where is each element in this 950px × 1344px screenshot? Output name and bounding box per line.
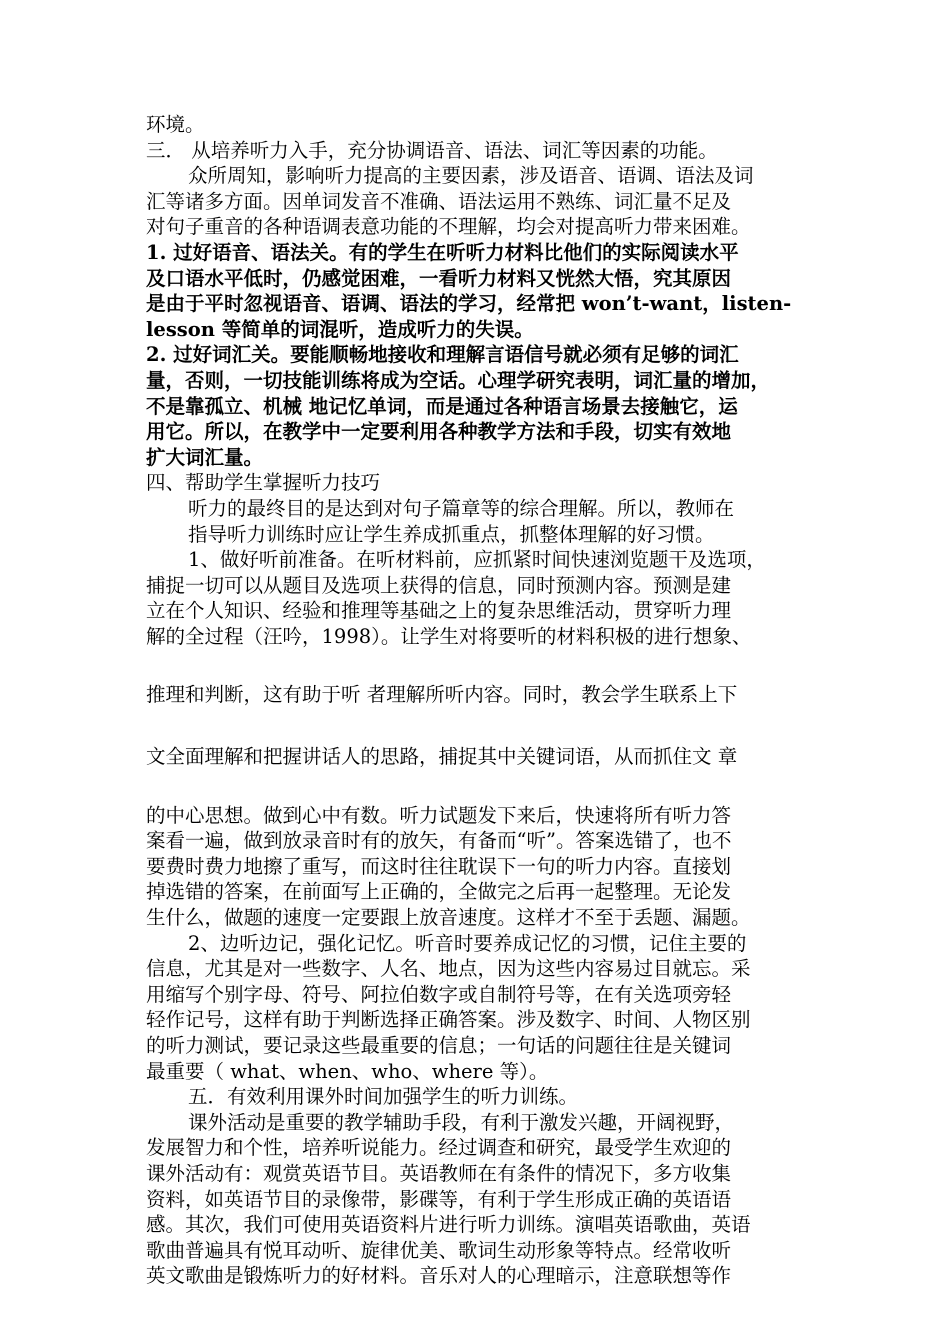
paragraph-line: 信息，尤其是对一些数字、人名、地点，因为这些内容易过目就忘。采 [146,957,751,981]
paragraph-line: 课外活动是重要的教学辅助手段，有利于激发兴趣，开阔视野， [188,1110,735,1134]
paragraph-line: 资料，如英语节目的录像带，影碟等，有利于学生形成正确的英语语 [146,1187,732,1211]
paragraph-line: 的听力测试，要记录这些最重要的信息；一句话的问题往往是关键词 [146,1034,732,1057]
line-spacer [146,708,810,744]
paragraph-line: 指导听力训练时应让学生养成抓重点，抓整体理解的好习惯。 [188,522,715,546]
section-heading-4: 四、帮助学生掌握听力技巧 [146,471,381,495]
paragraph-line: 推理和判断，这有助于听 者理解所听内容。同时，教会学生联系上下 [146,683,738,707]
paragraph-line: 的中心思想。做到心中有数。听力试题发下来后，快速将所有听力答 [146,803,732,827]
paragraph-line: 歌曲普遍具有悦耳动听、旋律优美、歌词生动形象等特点。经常收听 [146,1238,732,1262]
paragraph-line: 1. 过好语音、语法关。有的学生在听听力材料比他们的实际阅读水平 [146,240,739,264]
paragraph-line: 轻作记号，这样有助于判断选择正确答案。涉及数字、时间、人物区别 [146,1008,751,1032]
paragraph-line: 汇等诸多方面。因单词发音不准确、语法运用不熟练、词汇量不足及 [146,189,732,213]
paragraph-line: 1、做好听前准备。在听材料前，应抓紧时间快速浏览题干及选项， [188,548,766,572]
paragraph-line: 量，否则，一切技能训练将成为空话。心理学研究表明，词汇量的增加， [146,368,771,392]
paragraph-line: 用它。所以，在教学中一定要利用各种教学方法和手段，切实有效地 [146,420,732,444]
paragraph-line: 听力的最终目的是达到对句子篇章等的综合理解。所以，教师在 [188,496,735,520]
paragraph-line: 感。其次，我们可使用英语资料片进行听力训练。演唱英语歌曲，英语 [146,1213,751,1237]
paragraph-line: 不是靠孤立、机械 地记忆单词，而是通过各种语言场景去接触它，运 [146,394,738,418]
paragraph-line: 立在个人知识、经验和推理等基础之上的复杂思维活动，贯穿听力理 [146,599,732,623]
paragraph-line: 众所周知，影响听力提高的主要因素，涉及语音、语调、语法及词 [188,164,754,188]
paragraph-line: 扩大词汇量。 [146,445,264,469]
paragraph-line: 最重要（ what、when、who、where 等）。 [146,1059,549,1083]
paragraph-line: 掉选错的答案，在前面写上正确的，全做完之后再一起整理。无论发 [146,880,732,904]
text-line: 环境。 [146,113,205,136]
paragraph-line: 是由于平时忽视语音、语调、语法的学习，经常把 won’t-want，listen- [146,292,792,316]
paragraph-line: 捕捉一切可以从题目及选项上获得的信息，同时预测内容。预测是建 [146,573,732,597]
paragraph-line: 及口语水平低时，仍感觉困难，一看听力材料又恍然大悟，究其原因 [146,266,732,290]
paragraph-line: 案看一遍，做到放录音时有的放矢，有备而“听”。答案选错了，也不 [146,829,732,853]
paragraph-line: 用缩写个别字母、符号、阿拉伯数字或自制符号等，在有关选项旁轻 [146,982,732,1006]
paragraph-line: 对句子重音的各种语调表意功能的不理解，均会对提高听力带来困难。 [146,215,751,239]
section-heading-3: 三． 从培养听力入手，充分协调语音、语法、词汇等因素的功能。 [146,138,718,162]
paragraph-line: 课外活动有：观赏英语节目。英语教师在有条件的情况下，多方收集 [146,1161,732,1185]
paragraph-line: 2. 过好词汇关。要能顺畅地接收和理解言语信号就必须有足够的词汇 [146,343,739,367]
paragraph-line: 英文歌曲是锻炼听力的好材料。音乐对人的心理暗示，注意联想等作 [146,1264,732,1288]
paragraph-line: 2、边听边记，强化记忆。听音时要养成记忆的习惯，记住主要的 [188,931,747,955]
paragraph-line: 要费时费力地擦了重写，而这时往往耽误下一句的听力内容。直接划 [146,854,732,878]
paragraph-line: 发展智力和个性，培养听说能力。经过调查和研究，最受学生欢迎的 [146,1136,732,1160]
section-heading-5: 五．有效利用课外时间加强学生的听力训练。 [188,1085,579,1109]
paragraph-line: 生什么，做题的速度一定要跟上放音速度。这样才不至于丢题、漏题。 [146,906,751,930]
paragraph-line: 文全面理解和把握讲话人的思路，捕捉其中关键词语，从而抓住文 章 [146,745,738,769]
line-spacer [146,770,810,803]
document-body [146,112,810,1289]
paragraph-line: 解的全过程（汪吟，1998）。让学生对将要听的材料积极的进行想象、 [146,624,752,648]
paragraph-line: lesson 等简单的词混听，造成听力的失误。 [146,317,534,341]
line-spacer [146,649,810,682]
